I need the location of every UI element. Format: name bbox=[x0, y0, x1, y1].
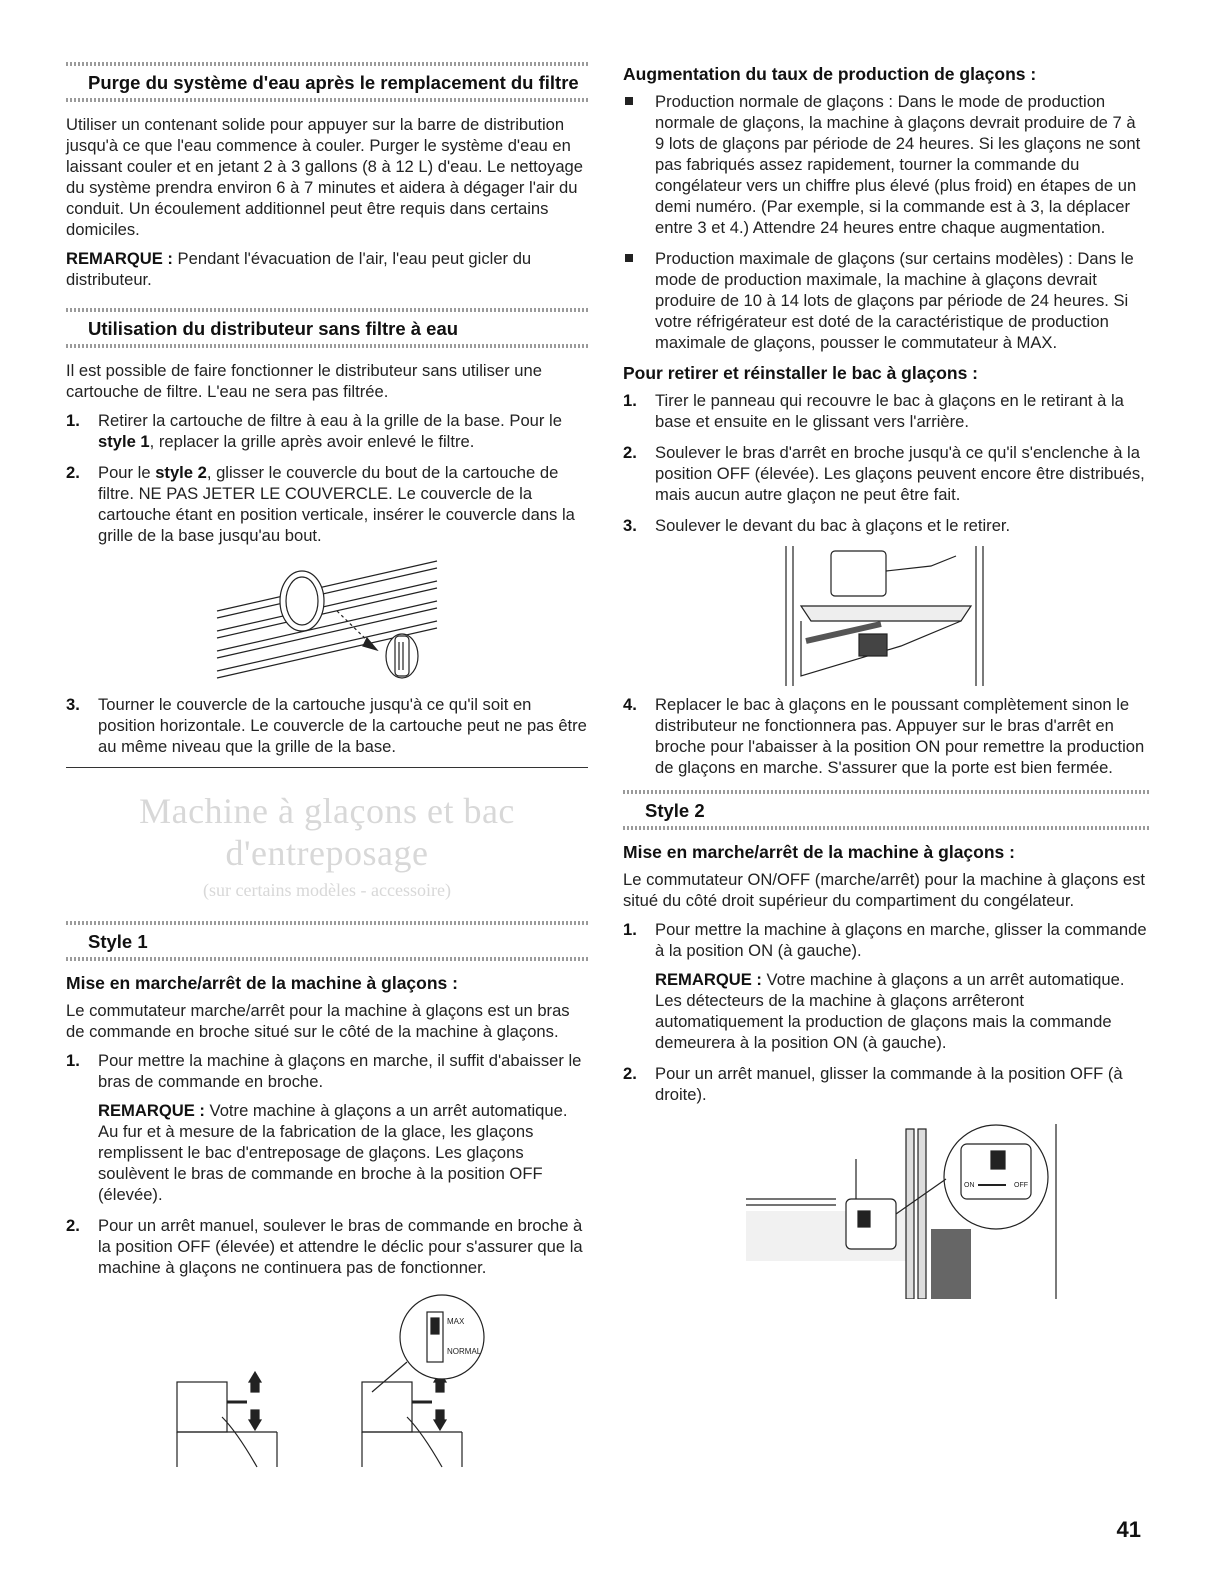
list-item bbox=[623, 694, 1149, 778]
purge-title: Purge du système d'eau après le remplacement du filtre bbox=[88, 72, 579, 93]
style2-paragraph: Le commutateur ON/OFF (marche/arrêt) pour la machine à glaçons est situé du côté droit supérieur du compartiment du congélateur. bbox=[623, 870, 1145, 910]
purge-paragraph: Utiliser un contenant solide pour appuyer sur la barre de distribution jusqu'à ce que l'eau commence à couler. Purger le système d'eau en laissant couler et en jetant 2 à 3 gallons (8 à 12 L) d'eau. Le nettoyage du système prendra environ 6 à 7 minutes et aidera à dégager l'air du conduit. Un écoulement additionnel peut être requis dans certains domiciles. bbox=[66, 115, 584, 239]
right-column bbox=[623, 60, 1149, 1307]
nofilter-section-header bbox=[66, 306, 588, 350]
note-label: REMARQUE : bbox=[66, 249, 173, 268]
normal-label: NORMAL bbox=[447, 1347, 482, 1356]
step-number: 1. bbox=[66, 1051, 80, 1070]
style2-note bbox=[655, 969, 1149, 1053]
step-number: 3. bbox=[66, 695, 80, 714]
step-text: Pour le bbox=[98, 463, 156, 482]
note-label: REMARQUE : bbox=[655, 970, 762, 989]
step-number: 2. bbox=[623, 1064, 637, 1083]
bin-steps-cont bbox=[623, 694, 1149, 778]
rate-bullets bbox=[623, 91, 1149, 353]
list-item bbox=[66, 410, 588, 452]
rate-subheading: Augmentation du taux de production de glaçons : bbox=[623, 64, 1037, 84]
note-label: REMARQUE : bbox=[98, 1101, 205, 1120]
list-item: Production maximale de glaçons (sur certains modèles) : Dans le mode de production maximale, la machine à glaçons devrait produire de 10 à 14 lots de glaçons par période de 24 heures. Si votre réfrigérateur est doté de la caractéristique de production maximale de glaçons, pousser le commutateur à MAX. bbox=[623, 248, 1149, 353]
note-text: Votre machine à glaçons a un arrêt automatique. Les détecteurs de la machine à glaçons arrêteront automatiquement la production de glaçons mais la commande demeurera à la position ON (à gauche). bbox=[655, 970, 1125, 1052]
style1-paragraph: Le commutateur marche/arrêt pour la machine à glaçons est un bras de commande en broche situé sur le côté de la machine à glaçons. bbox=[66, 1001, 570, 1041]
style1-note bbox=[98, 1100, 588, 1205]
main-section-subtitle: (sur certains modèles - accessoire) bbox=[203, 880, 451, 900]
style2-title: Style 2 bbox=[645, 800, 705, 821]
list-item: Production normale de glaçons : Dans le mode de production normale de glaçons, la machine à glaçons devrait produire de 7 à 9 lots de glaçons par période de 24 heures. Si les glaçons ne sont pas fabriqués assez rapidement, tourner la commande du congélateur vers un chiffre plus élevé (plus froid) en étapes de un demi numéro. (Par exemple, si la commande est à 3, la déplacer entre 3 et 4.) Attendre 24 heures entre chaque augmentation. bbox=[623, 91, 1149, 238]
nofilter-steps bbox=[66, 410, 588, 546]
step-number: 2. bbox=[66, 463, 80, 482]
step-number: 2. bbox=[66, 1216, 80, 1235]
list-item bbox=[623, 919, 1149, 1053]
step-number: 3. bbox=[623, 516, 637, 535]
step-number: 2. bbox=[623, 443, 637, 462]
off-label: OFF bbox=[1014, 1182, 1028, 1189]
style1-section-header bbox=[66, 919, 588, 963]
section-divider bbox=[66, 767, 588, 768]
list-item bbox=[66, 1215, 588, 1278]
list-item bbox=[623, 442, 1149, 505]
list-item bbox=[623, 515, 1149, 536]
step-number: 1. bbox=[623, 391, 637, 410]
step-text: , glisser le couvercle du bout de la cartouche de filtre. NE PAS JETER LE COUVERCLE. Le couvercle de la cartouche étant en position verticale, insérer le couvercle dans la grille de la base jusqu'au bout. bbox=[98, 463, 575, 545]
purge-section-header bbox=[66, 60, 588, 104]
page-number: 41 bbox=[1116, 1517, 1141, 1542]
style1-subheading: Mise en marche/arrêt de la machine à glaçons : bbox=[66, 973, 458, 993]
note-text: Votre machine à glaçons a un arrêt automatique. Au fur et à mesure de la fabrication de la glace, les glaçons remplissent le bac d'entreposage de glaçons. Les glaçons soulèvent le bras de commande en broche à la position OFF (élevée). bbox=[98, 1101, 568, 1204]
step-text: , replacer la grille après avoir enlevé le filtre. bbox=[149, 432, 475, 451]
nofilter-title: Utilisation du distributeur sans filtre à eau bbox=[88, 318, 459, 339]
step-number: 1. bbox=[66, 411, 80, 430]
purge-note bbox=[66, 248, 588, 290]
step-text: Soulever le bras d'arrêt en broche jusqu'à ce qu'il s'enclenche à la position OFF (élevée). Les glaçons peuvent encore être distribués, mais aucun autre glaçon ne peut être fait. bbox=[655, 443, 1145, 504]
list-item bbox=[66, 1050, 588, 1205]
style1-icemaker-illustration bbox=[147, 1292, 507, 1472]
style2-steps bbox=[623, 919, 1149, 1105]
list-item bbox=[66, 462, 588, 546]
left-column bbox=[66, 60, 588, 1480]
style2-subheading: Mise en marche/arrêt de la machine à glaçons : bbox=[623, 842, 1015, 862]
style1-steps bbox=[66, 1050, 588, 1278]
list-item bbox=[66, 694, 588, 757]
step-emphasis: style 1 bbox=[98, 432, 150, 451]
step-text: Retirer la cartouche de filtre à eau à la grille de la base. Pour le bbox=[98, 411, 562, 430]
bin-subheading: Pour retirer et réinstaller le bac à glaçons : bbox=[623, 363, 978, 383]
step-text: Pour un arrêt manuel, soulever le bras de commande en broche à la position OFF (élevée) et attendre le déclic pour s'assurer que la machine à glaçons ne continuera pas de fonctionner. bbox=[98, 1216, 583, 1277]
ice-bin-illustration bbox=[781, 546, 991, 686]
step-text: Replacer le bac à glaçons en le poussant complètement sinon le distributeur ne fonctionnera pas. Appuyer sur le bras d'arrêt en broche pour l'abaisser à la position ON pour remettre la production de glaçons en marche. S'assurer que la porte est bien fermée. bbox=[655, 695, 1145, 777]
style2-section-header bbox=[623, 788, 1149, 832]
filter-cap-illustration bbox=[197, 556, 457, 686]
step-emphasis: style 2 bbox=[155, 463, 207, 482]
list-item bbox=[623, 1063, 1149, 1105]
style1-title: Style 1 bbox=[88, 931, 148, 952]
step-text: Pour mettre la machine à glaçons en marche, glisser la commande à la position ON (à gauche). bbox=[655, 920, 1147, 960]
style2-switch-illustration bbox=[706, 1119, 1066, 1299]
nofilter-paragraph: Il est possible de faire fonctionner le distributeur sans utiliser une cartouche de filtre. L'eau ne sera pas filtrée. bbox=[66, 361, 542, 401]
step-text: Tourner le couvercle de la cartouche jusqu'à ce qu'il soit en position horizontale. Le couvercle de la cartouche peut ne pas être au même niveau que la grille de la base. bbox=[98, 695, 587, 756]
step-number: 4. bbox=[623, 695, 637, 714]
step-number: 1. bbox=[623, 920, 637, 939]
step-text: Soulever le devant du bac à glaçons et le retirer. bbox=[655, 516, 1011, 535]
list-item bbox=[623, 390, 1149, 432]
max-label: MAX bbox=[447, 1317, 465, 1326]
main-section-title: Machine à glaçons et bac d'entreposage bbox=[139, 791, 515, 873]
bin-steps bbox=[623, 390, 1149, 536]
step-text: Pour un arrêt manuel, glisser la commande à la position OFF (à droite). bbox=[655, 1064, 1123, 1104]
nofilter-steps-cont bbox=[66, 694, 588, 757]
on-label: ON bbox=[964, 1182, 975, 1189]
step-text: Pour mettre la machine à glaçons en marche, il suffit d'abaisser le bras de commande en broche. bbox=[98, 1051, 582, 1091]
step-text: Tirer le panneau qui recouvre le bac à glaçons en le retirant à la base et ensuite en le glissant vers l'arrière. bbox=[655, 391, 1124, 431]
note-text: Pendant l'évacuation de l'air, l'eau peut gicler du distributeur. bbox=[66, 249, 532, 289]
